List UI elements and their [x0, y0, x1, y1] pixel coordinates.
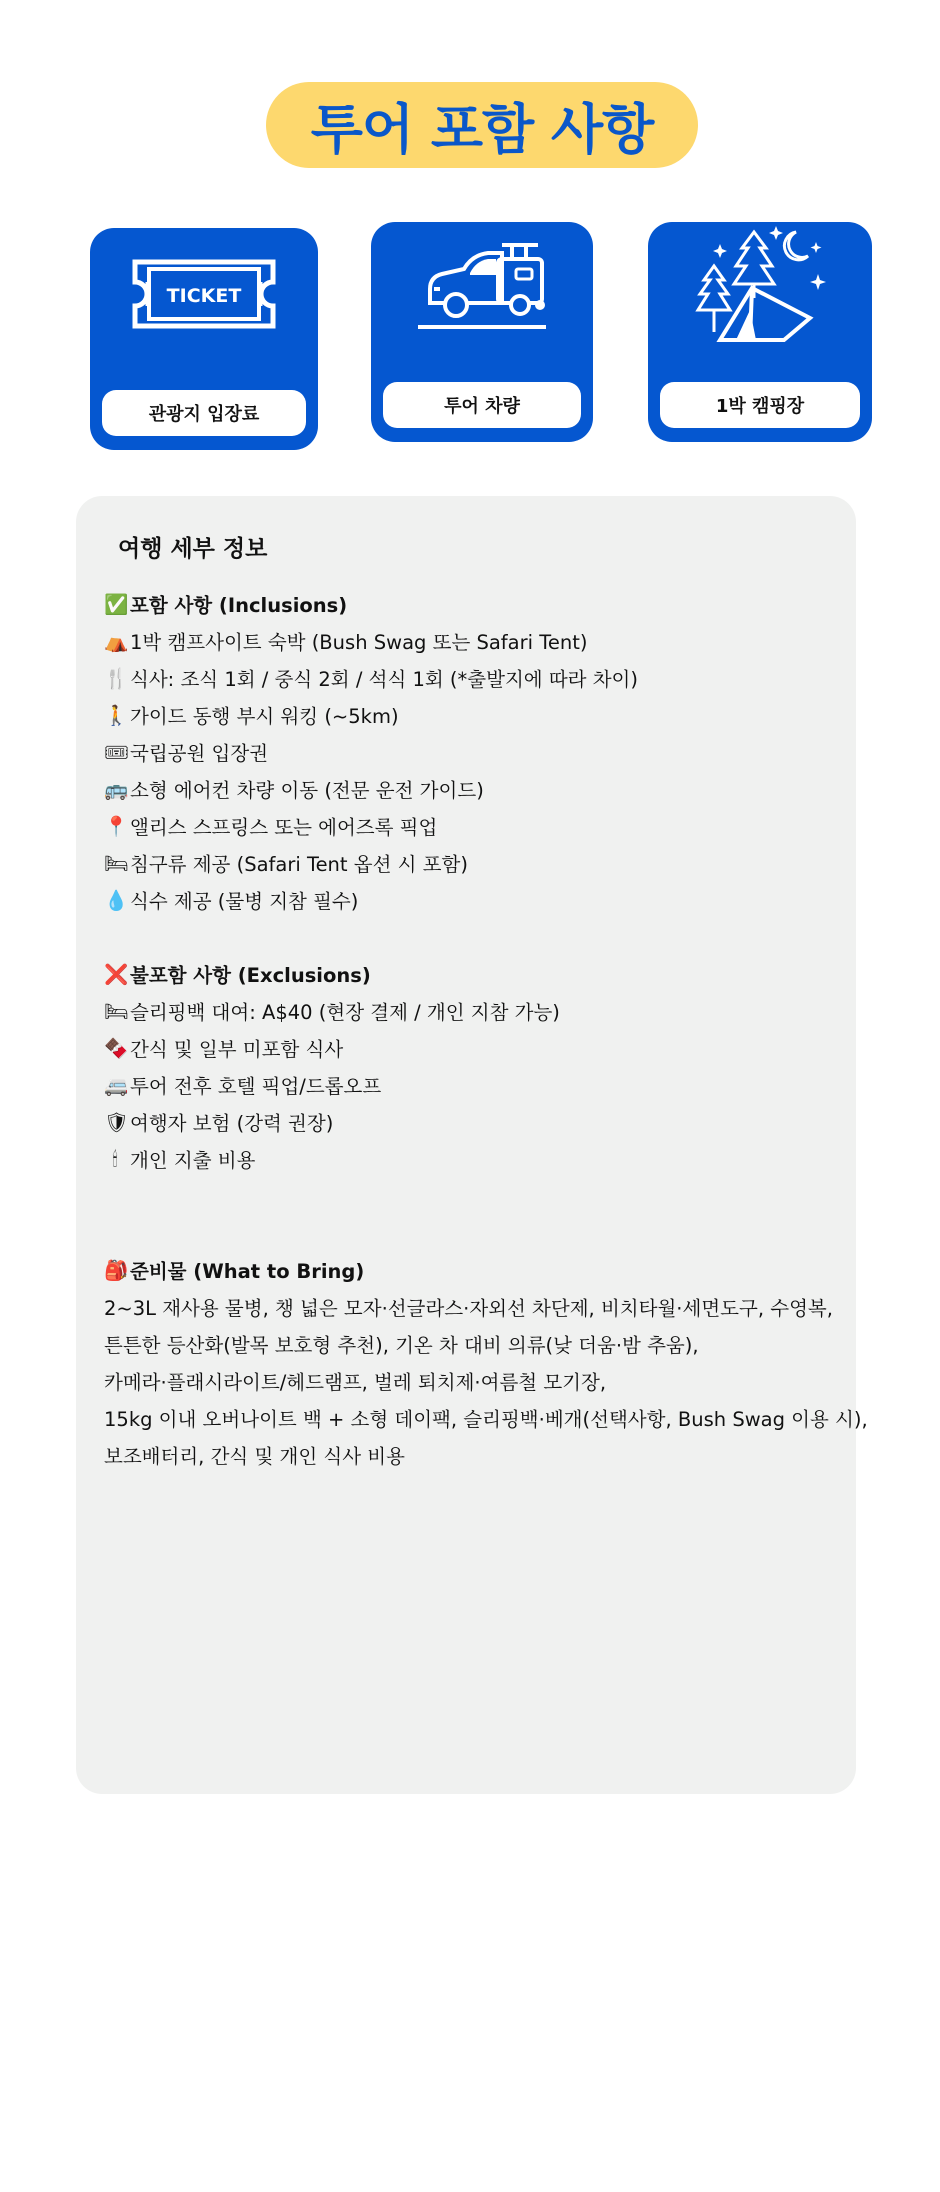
inclusions-heading-text: 포함 사항 (Inclusions): [130, 594, 348, 617]
bring-heading-text: 준비물 (What to Bring): [130, 1260, 365, 1283]
card-label: 1박 캠핑장: [660, 382, 860, 428]
list-item-text: 침구류 제공 (Safari Tent 옵션 시 포함): [130, 853, 468, 876]
bed-icon: 🛏: [104, 851, 129, 875]
panel-title: 여행 세부 정보: [118, 536, 268, 562]
campervan-icon: [371, 222, 593, 352]
list-item-text: 식수 제공 (물병 지참 필수): [130, 890, 359, 913]
page-title: 투어 포함 사항: [310, 97, 654, 161]
list-item: [104, 886, 358, 914]
list-item-text: 국립공원 입장권: [130, 742, 269, 765]
list-item: [104, 1034, 343, 1062]
list-item: [104, 1108, 333, 1136]
shield-icon: 🛡: [104, 1110, 129, 1134]
droplet-icon: 💧: [104, 888, 129, 912]
list-item: [104, 812, 437, 840]
list-item-text: 슬리핑백 대여: A$40 (현장 결제 / 개인 지참 가능): [130, 1001, 560, 1024]
ticket-icon-text: TICKET: [166, 285, 242, 307]
bring-heading: [104, 1256, 364, 1284]
list-item: [104, 1071, 381, 1099]
exclusions-heading-text: 불포함 사항 (Exclusions): [130, 964, 371, 987]
walking-person-icon: 🚶: [104, 703, 129, 727]
list-item: [104, 627, 587, 655]
chocolate-icon: 🍫: [104, 1036, 129, 1060]
cutlery-icon: 🍴: [104, 666, 129, 690]
list-item: [104, 997, 560, 1025]
bring-line: 보조배터리, 간식 및 개인 식사 비용: [104, 1445, 405, 1468]
bring-line: 2~3L 재사용 물병, 챙 넓은 모자·선글라스·자외선 차단제, 비치타월·세면도구, 수영복,: [104, 1297, 833, 1320]
ticket-icon: [90, 228, 318, 360]
list-item-text: 소형 에어컨 차량 이동 (전문 운전 가이드): [130, 779, 484, 802]
tent-icon: ⛺: [104, 629, 129, 653]
card-admission: [90, 228, 318, 450]
minibus-icon: 🚐: [104, 1073, 129, 1097]
list-item-text: 여행자 보험 (강력 권장): [130, 1112, 334, 1135]
list-item: [104, 775, 484, 803]
candle-icon: 🕯: [112, 1147, 118, 1171]
title-pill: [266, 82, 698, 168]
list-item: [104, 1145, 255, 1173]
list-item: [104, 664, 638, 692]
cross-icon: ❌: [104, 962, 129, 986]
inclusions-heading: [104, 590, 347, 618]
backpack-icon: 🎒: [104, 1258, 129, 1282]
list-item: [104, 738, 268, 766]
card-vehicle: [371, 222, 593, 442]
tent-camping-icon: [648, 222, 872, 352]
exclusions-heading: [104, 960, 371, 988]
bus-icon: 🚌: [104, 777, 129, 801]
list-item-text: 개인 지출 비용: [130, 1149, 256, 1172]
list-item-text: 투어 전후 호텔 픽업/드롭오프: [130, 1075, 382, 1098]
list-item-text: 앨리스 스프링스 또는 에어즈록 픽업: [130, 816, 438, 839]
list-item-text: 식사: 조식 1회 / 중식 2회 / 석식 1회 (*출발지에 따라 차이): [130, 668, 638, 691]
bring-line: 15kg 이내 오버나이트 백 + 소형 데이팩, 슬리핑백·베개(선택사항, Bush Swag 이용 시),: [104, 1408, 868, 1431]
card-label: 관광지 입장료: [102, 390, 306, 436]
list-item-text: 1박 캠프사이트 숙박 (Bush Swag 또는 Safari Tent): [130, 631, 588, 654]
list-item: [104, 849, 468, 877]
pin-icon: 📍: [104, 814, 129, 838]
list-item-text: 가이드 동행 부시 워킹 (~5km): [130, 705, 399, 728]
bed-icon: 🛏: [104, 999, 129, 1023]
list-item: [104, 701, 399, 729]
card-label: 투어 차량: [383, 382, 581, 428]
bring-line: 카메라·플래시라이트/헤드램프, 벌레 퇴치제·여름철 모기장,: [104, 1371, 607, 1394]
check-icon: ✅: [104, 592, 129, 616]
ticket-icon: 🎟: [104, 740, 129, 764]
card-campsite: [648, 222, 872, 442]
list-item-text: 간식 및 일부 미포함 식사: [130, 1038, 344, 1061]
bring-line: 튼튼한 등산화(발목 보호형 추천), 기온 차 대비 의류(낮 더움·밤 추움),: [104, 1334, 699, 1357]
